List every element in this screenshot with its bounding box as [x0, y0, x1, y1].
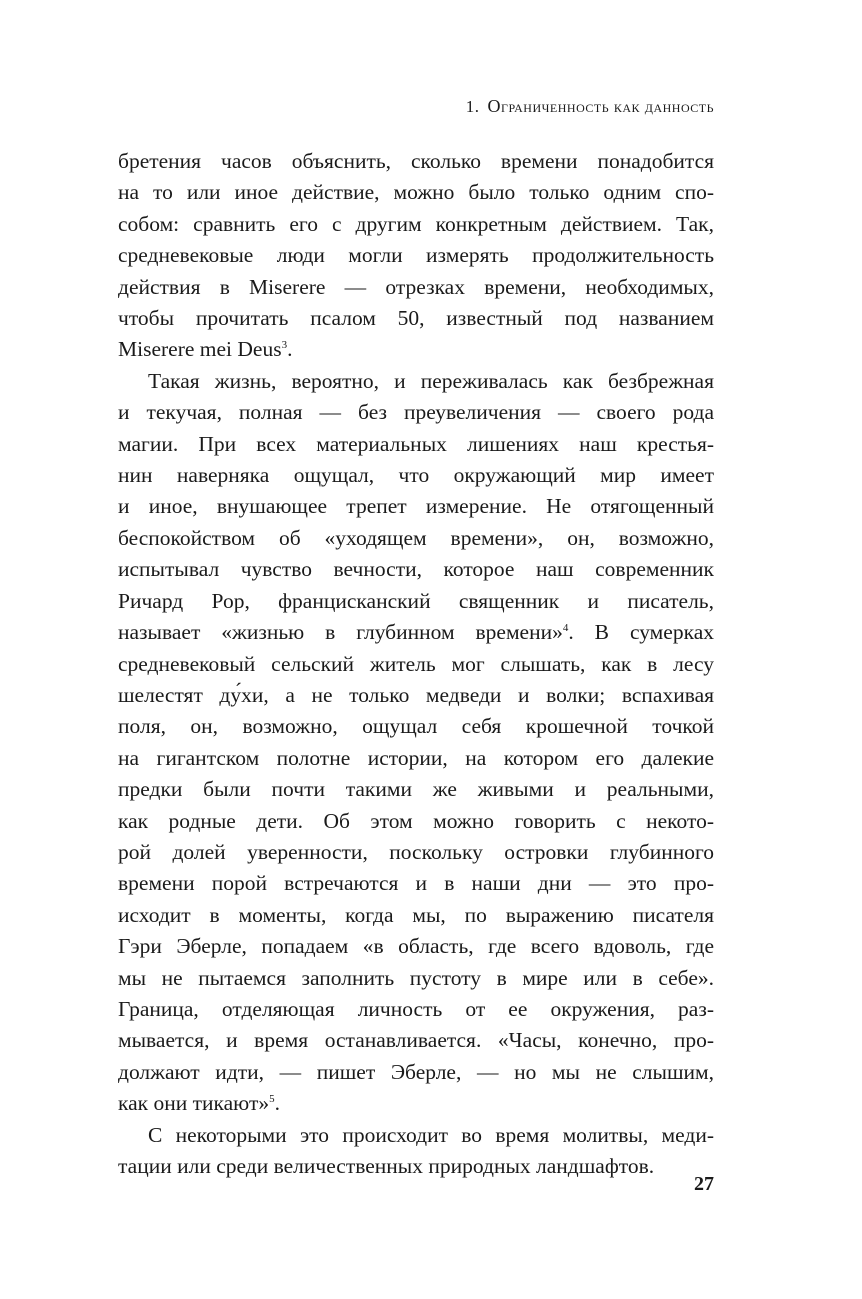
text-line: средневековый сельский житель мог слышать, как в лесу [118, 651, 714, 676]
text-line: поля, он, возможно, ощущал себя крошечной точкой [118, 714, 714, 739]
footnote-ref-3[interactable]: 3 [281, 339, 288, 352]
text-line: мы не пытаемся заполнить пустоту в мире или в себе». [118, 965, 714, 990]
text-line: и текучая, полная — без преувеличения — своего рода [118, 400, 714, 425]
text-line: мывается, и время останавливается. «Часы, конечно, про- [118, 1028, 714, 1053]
text-line [118, 1088, 714, 1119]
text-line: и иное, внушающее трепет измерение. Не отягощенный [118, 494, 714, 519]
text-fragment: . [287, 337, 293, 362]
text-line: Гэри Эберле, попадаем «в область, где всего вдоволь, где [118, 934, 714, 959]
text-line: тации или среди величественных природных ландшафтов. [118, 1154, 655, 1178]
text-line: магии. При всех материальных лишениях наш крестья- [118, 431, 714, 456]
text-line: испытывал чувство вечности, которое наш современник [118, 557, 714, 582]
text-fragment: . В сумерках [568, 620, 714, 645]
footnote-ref-4[interactable]: 4 [562, 621, 569, 634]
text-line: времени порой встречаются и в наши дни — это про- [118, 871, 714, 896]
text-line: предки были почти такими же живыми и реальными, [118, 777, 714, 802]
text-line: рой долей уверенности, поскольку островки глубинного [118, 839, 714, 864]
text-line: исходит в моменты, когда мы, по выражению писателя [118, 902, 714, 927]
text-line: С некоторыми это происходит во время молитвы, меди- [148, 1122, 714, 1147]
body-text [118, 146, 714, 1182]
text-line: собом: сравнить его с другим конкретным действием. Так, [118, 211, 714, 236]
text-fragment: как они тикают» [118, 1091, 270, 1116]
text-line: Ричард Рор, францисканский священник и писатель, [118, 588, 714, 613]
footnote-ref-5[interactable]: 5 [269, 1093, 275, 1106]
running-header [466, 96, 714, 117]
text-fragment: называет «жизнью в глубинном времени» [118, 620, 563, 645]
paragraph-2 [118, 366, 714, 1120]
text-line: беспокойством об «уходящем времени», он, возможно, [118, 525, 714, 550]
text-line [118, 334, 714, 365]
chapter-number: 1. [465, 97, 480, 116]
text-fragment: . [274, 1091, 280, 1116]
text-line: нин наверняка ощущал, что окружающий мир имеет [118, 463, 714, 488]
text-line: Граница, отделяющая личность от ее окружения, раз- [118, 996, 714, 1021]
text-line: бретения часов объяснить, сколько времени понадобится [118, 149, 714, 173]
text-line: на то или иное действие, можно было только одним спо- [118, 180, 714, 205]
text-line: действия в Miserere — отрезках времени, необходимых, [118, 274, 714, 299]
paragraph-1 [118, 146, 714, 366]
text-line: Такая жизнь, вероятно, и переживалась как безбрежная [148, 368, 714, 393]
text-line: должают идти, — пишет Эберле, — но мы не слышим, [118, 1059, 714, 1084]
paragraph-3 [118, 1120, 714, 1183]
text-line: как родные дети. Об этом можно говорить с некото- [118, 808, 714, 833]
text-line: чтобы прочитать псалом 50, известный под названием [118, 306, 714, 331]
page-number: 27 [694, 1173, 714, 1195]
text-line: шелестят ду́хи, а не только медведи и волки; вспахивая [118, 682, 714, 707]
chapter-title: граниченность как данность [501, 97, 714, 116]
text-line [118, 617, 714, 648]
text-fragment: Miserere mei Deus [118, 337, 282, 362]
chapter-title-initial: О [487, 96, 502, 116]
text-line: средневековые люди могли измерять продолжительность [118, 243, 714, 268]
text-line: на гигантском полотне истории, на котором его далекие [118, 745, 714, 770]
